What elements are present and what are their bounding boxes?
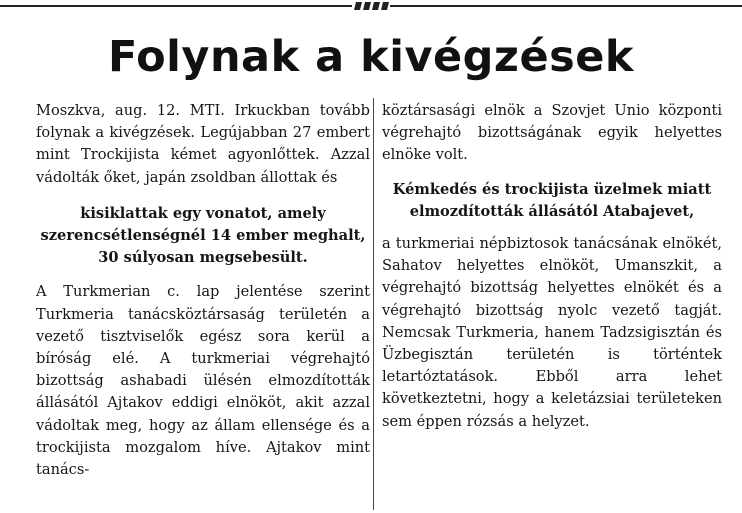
- column-divider: [373, 98, 374, 510]
- ornament-icon: [352, 0, 390, 12]
- left-paragraph-2: A Turkmerian c. lap jelentése szerint Turkmeria tanácsköztársaság területén a vezető tisztviselők egész sora kerül a bíróság elé. A turkmeriai végrehajtó bizottság ashabadi ülésén elmozdították állásától Ajtakov eddigi elnököt, akit azzal vádoltak meg, hogy az állam ellensége és a trockijista mozgalom híve. Ajtakov mint tanács-: [36, 283, 370, 479]
- left-column: [36, 100, 370, 481]
- left-bold-paragraph: kisiklattak egy vonatot, amely szerencsétlenségnél 14 ember meghalt, 30 súlyosan megsebesült.: [40, 204, 366, 267]
- right-column: [382, 100, 722, 433]
- right-paragraph-2: a turkmeriai népbiztosok tanácsának elnökét, Sahatov helyettes elnököt, Umanszkit, a végrehajtó bizottság helyettes elnökét és a végrehajtó bizottság nyolc vezető tagját. Nemcsak Turkmeria, hanem Tadzsigisztán és Üzbegisztán területén is történtek letartóztatások. Ebből arra lehet következtetni, hogy a keletázsiai területeken sem éppen rózsás a helyzet.: [382, 235, 722, 430]
- top-rule: [0, 0, 742, 12]
- headline: Folynak a kivégzések: [108, 32, 634, 82]
- right-bold-paragraph: Kémkedés és trockijista üzelmek miatt elmozdították állásától Atabajevet,: [392, 180, 712, 220]
- left-paragraph-1: Moszkva, aug. 12. MTI. Irkuckban tovább folynak a kivégzések. Legújabban 27 embert mint Trockijista kémet agyonlőttek. Azzal vádolták őket, japán zsoldban állottak és: [36, 102, 370, 186]
- right-paragraph-1: köztársasági elnök a Szovjet Unio központi végrehajtó bizottságának egyik helyettes elnöke volt.: [382, 102, 722, 164]
